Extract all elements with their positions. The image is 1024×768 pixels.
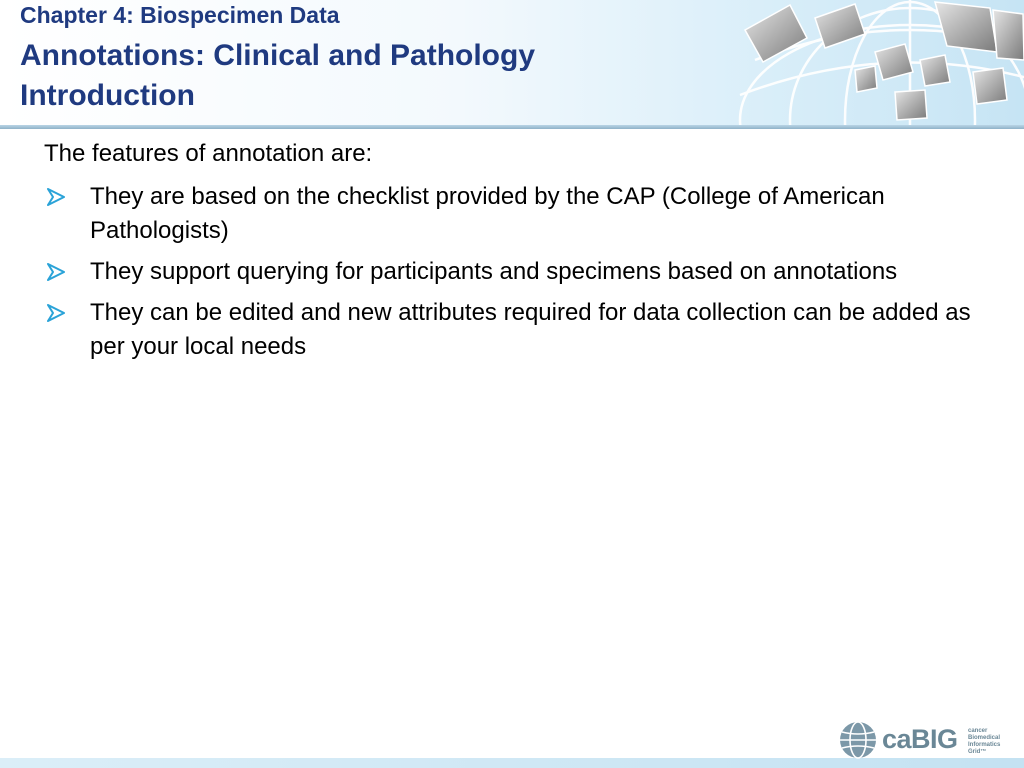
feature-list — [44, 180, 984, 364]
bullet-text: They support querying for participants and specimens based on annotations — [90, 258, 898, 285]
slide-title-line-1: Annotations: Clinical and Pathology — [20, 39, 536, 72]
intro-text: The features of annotation are: — [44, 140, 373, 167]
arrow-bullet-icon — [46, 263, 66, 281]
globe-photo-collage-icon — [735, 0, 1024, 126]
list-item — [44, 296, 984, 364]
arrow-bullet-icon — [46, 304, 66, 322]
slide-body — [44, 138, 984, 371]
cabig-logo — [838, 718, 1018, 762]
bullet-text: They can be edited and new attributes required for data collection can be added as per your local needs — [90, 299, 971, 360]
logo-tagline: cancer Biomedical Informatics Grid™ — [968, 728, 1001, 755]
list-item — [44, 255, 984, 289]
header-divider — [0, 125, 1024, 129]
slide-header — [0, 0, 1024, 126]
bullet-text: They are based on the checklist provided by the CAP (College of American Pathologists) — [90, 183, 885, 244]
chapter-heading: Chapter 4: Biospecimen Data — [20, 2, 340, 28]
list-item — [44, 180, 984, 248]
arrow-bullet-icon — [46, 188, 66, 206]
slide-title — [20, 36, 660, 116]
slide-title-line-2: Introduction — [20, 79, 195, 112]
logo-wordmark: caBIG — [882, 724, 958, 754]
globe-logo-icon — [838, 720, 878, 760]
